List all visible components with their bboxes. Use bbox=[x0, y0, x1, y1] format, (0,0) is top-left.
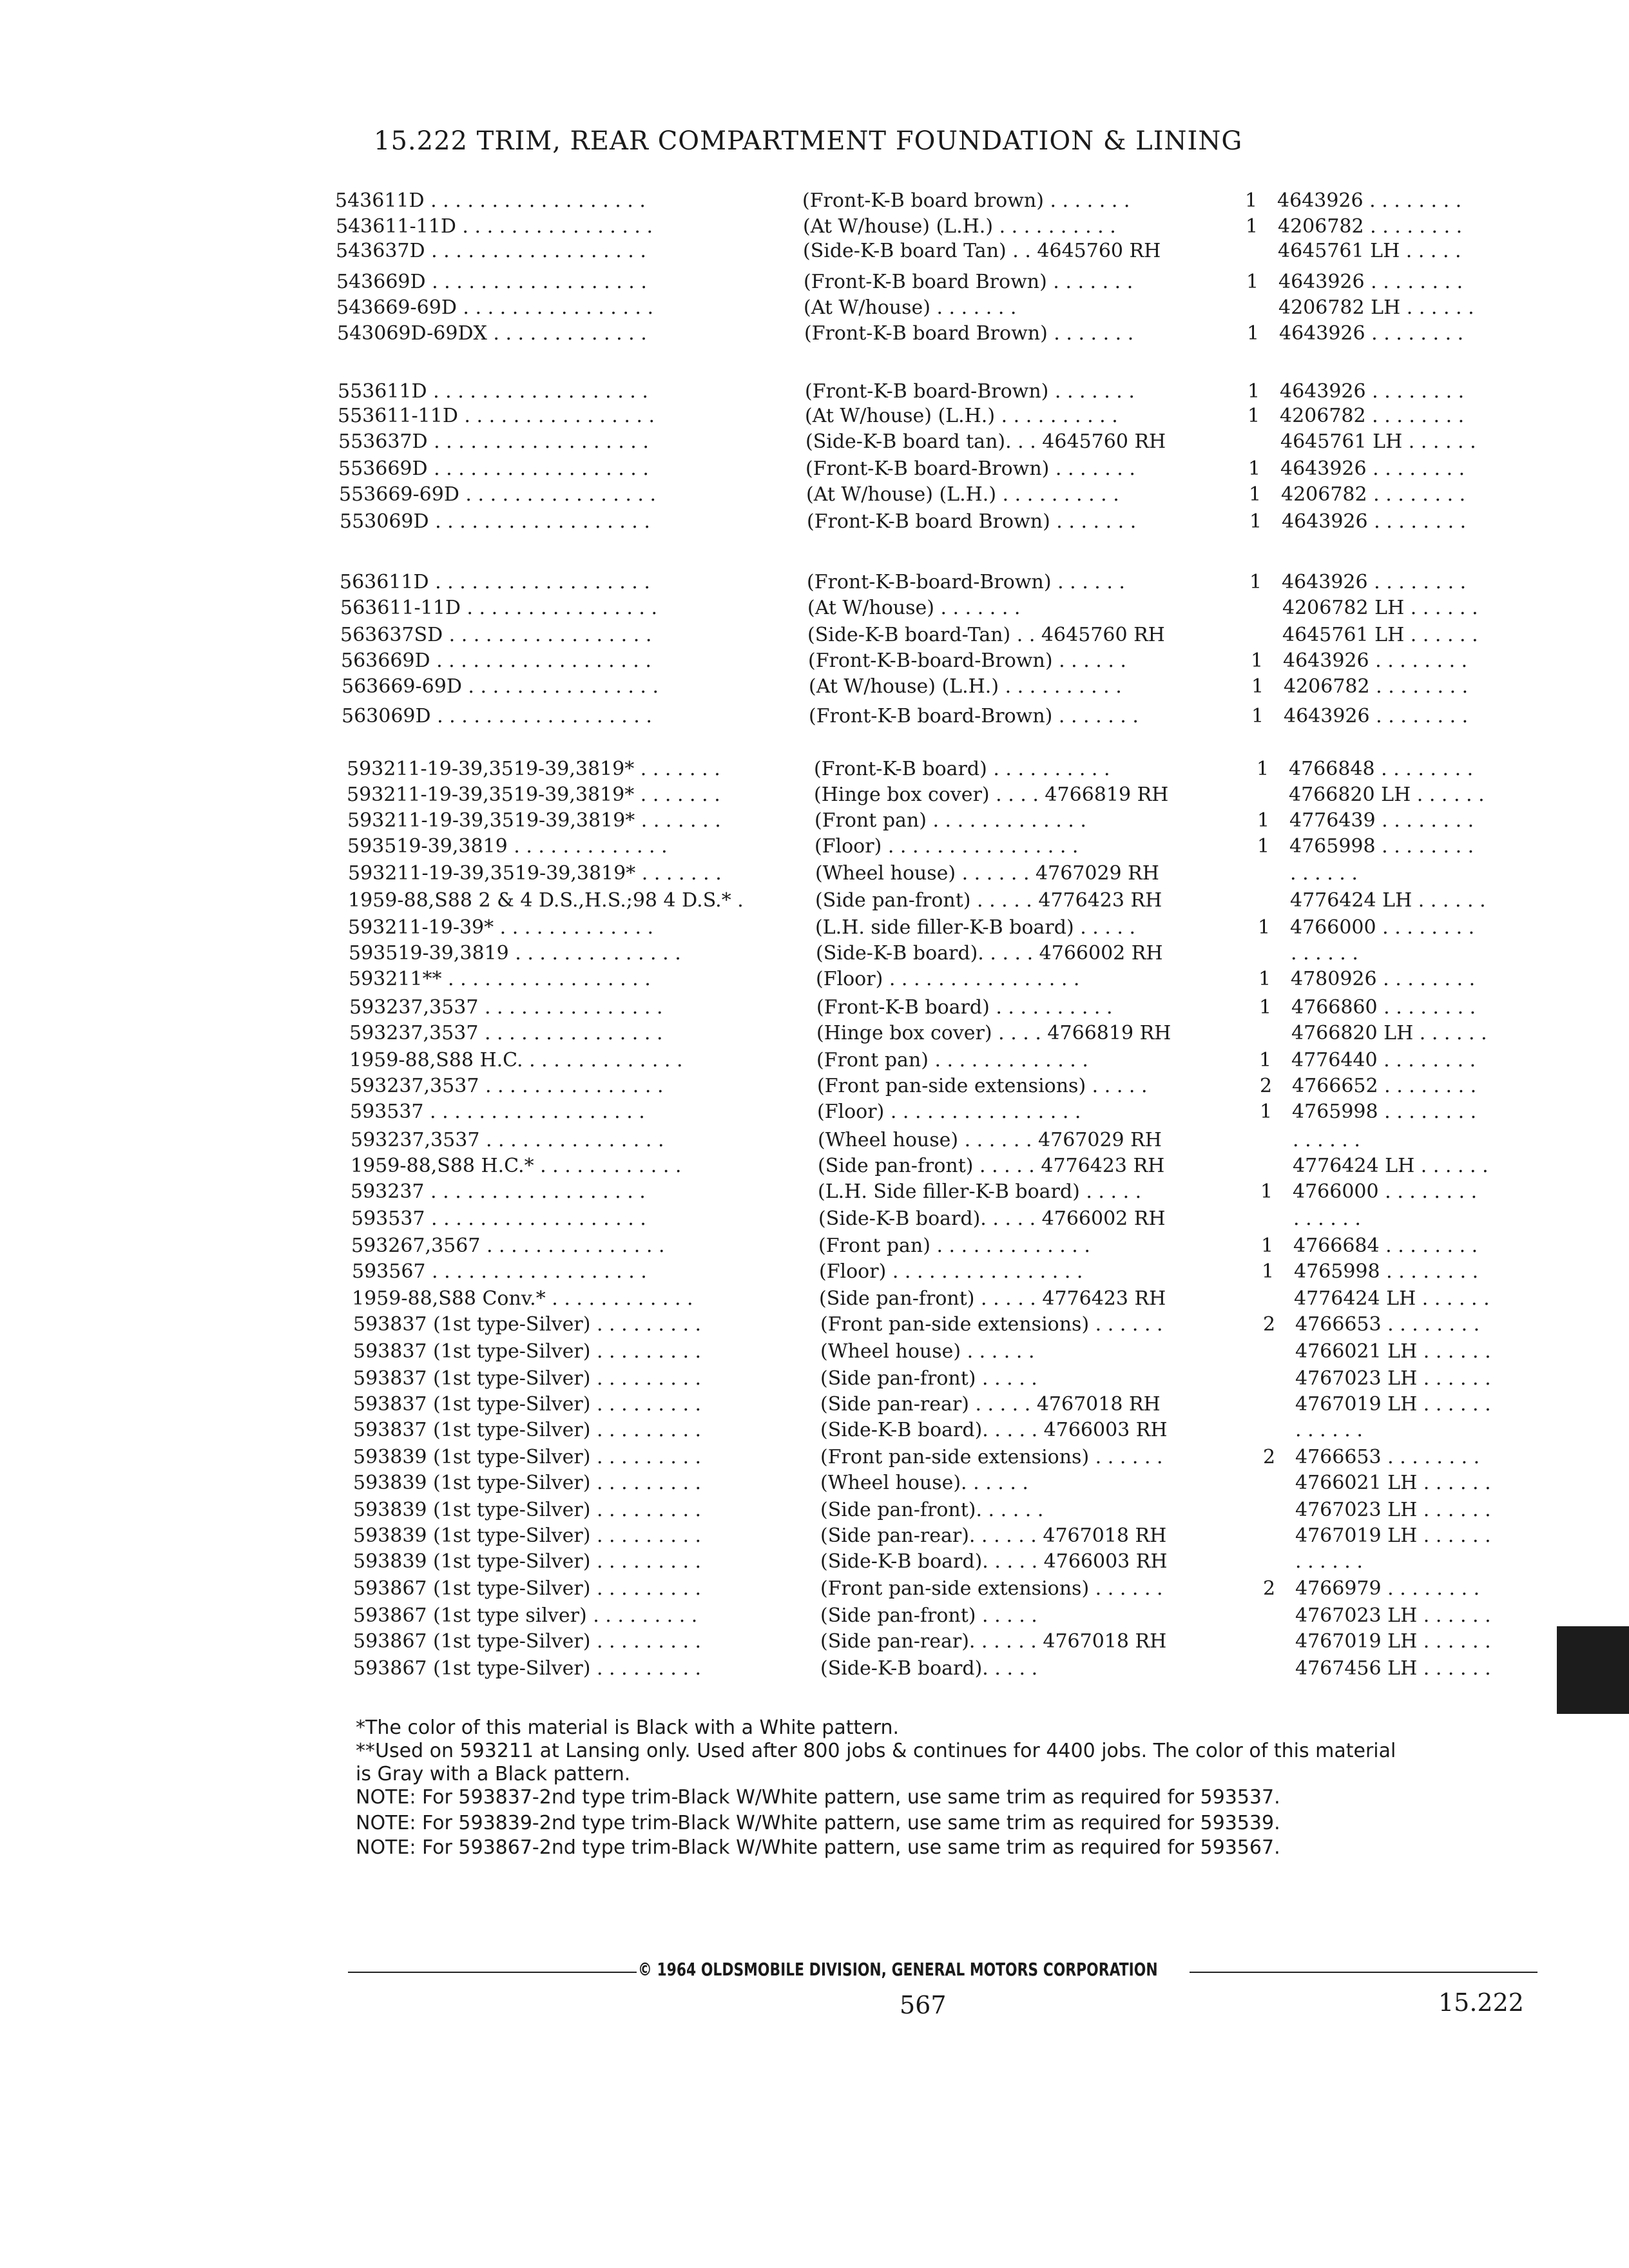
part-number: 4643926 . . . . . . . . bbox=[1277, 189, 1462, 212]
part-number: 4766979 . . . . . . . . bbox=[1295, 1577, 1480, 1600]
model-number: 593567 . . . . . . . . . . . . . . . . . . bbox=[352, 1260, 647, 1283]
part-description: (Front pan) . . . . . . . . . . . . . bbox=[818, 1235, 1090, 1257]
model-number: 1959-88,S88 H.C.* . . . . . . . . . . . . bbox=[351, 1155, 682, 1177]
model-number: 593237,3537 . . . . . . . . . . . . . . . bbox=[349, 1022, 663, 1044]
part-description: (Front pan-side extensions) . . . . . . bbox=[820, 1446, 1163, 1468]
part-number: 4643926 . . . . . . . . bbox=[1279, 322, 1464, 345]
part-description: (Side pan-front) . . . . . 4776423 RH bbox=[818, 1155, 1165, 1177]
model-number: 563669-69D . . . . . . . . . . . . . . . . bbox=[342, 675, 659, 698]
model-number: 543669-69D . . . . . . . . . . . . . . . . bbox=[336, 296, 654, 319]
part-number: 4766653 . . . . . . . . bbox=[1295, 1313, 1480, 1336]
part-number: 4766653 . . . . . . . . bbox=[1295, 1446, 1480, 1468]
part-number: 4776424 LH . . . . . . bbox=[1290, 889, 1486, 912]
model-number: 593867 (1st type-Silver) . . . . . . . . . bbox=[353, 1657, 702, 1680]
model-number: 543069D-69DX . . . . . . . . . . . . . bbox=[337, 322, 647, 345]
part-description: (Floor) . . . . . . . . . . . . . . . . bbox=[817, 1100, 1081, 1123]
model-number: 553669D . . . . . . . . . . . . . . . . . . bbox=[338, 457, 649, 480]
quantity: 1 bbox=[1261, 1235, 1274, 1257]
model-number: 593839 (1st type-Silver) . . . . . . . . . bbox=[353, 1550, 702, 1573]
part-description: (Side-K-B board-Tan) . . 4645760 RH bbox=[807, 624, 1165, 646]
part-description: (Front pan-side extensions) . . . . . bbox=[817, 1075, 1148, 1097]
part-number: 4776440 . . . . . . . . bbox=[1291, 1049, 1476, 1072]
section-number: 15.222 bbox=[1438, 1988, 1524, 2017]
model-number: 1959-88,S88 2 & 4 D.S.,H.S.;98 4 D.S.* . bbox=[348, 889, 744, 912]
part-description: (Wheel house) . . . . . . 4767029 RH bbox=[818, 1129, 1162, 1151]
part-number: . . . . . . bbox=[1293, 1207, 1361, 1230]
model-number: 563069D . . . . . . . . . . . . . . . . . . bbox=[342, 705, 652, 727]
part-number: 4766000 . . . . . . . . bbox=[1290, 916, 1475, 939]
model-number: 593839 (1st type-Silver) . . . . . . . . . bbox=[353, 1499, 702, 1521]
model-number: 593867 (1st type silver) . . . . . . . . . bbox=[353, 1604, 698, 1627]
quantity: 1 bbox=[1251, 675, 1264, 698]
part-description: (Wheel house) . . . . . . bbox=[820, 1340, 1035, 1363]
part-description: (Front-K-B board brown) . . . . . . . bbox=[802, 189, 1130, 212]
part-description: (Side pan-front). . . . . . bbox=[820, 1499, 1044, 1521]
part-number: . . . . . . bbox=[1291, 942, 1358, 965]
quantity: 1 bbox=[1249, 483, 1262, 506]
footnote-line: *The color of this material is Black with a White pattern. bbox=[356, 1716, 900, 1739]
model-number: 593837 (1st type-Silver) . . . . . . . . . bbox=[353, 1393, 702, 1416]
model-number: 563637SD . . . . . . . . . . . . . . . . . bbox=[340, 624, 652, 646]
model-number: 593837 (1st type-Silver) . . . . . . . . . bbox=[353, 1340, 702, 1363]
part-number: 4766021 LH . . . . . . bbox=[1295, 1340, 1491, 1363]
quantity: 1 bbox=[1249, 510, 1262, 533]
part-description: (Hinge box cover) . . . . 4766819 RH bbox=[814, 783, 1169, 806]
part-description: (At W/house) (L.H.) . . . . . . . . . . bbox=[803, 215, 1116, 238]
model-number: 553637D . . . . . . . . . . . . . . . . . . bbox=[338, 430, 649, 453]
part-description: (Side-K-B board tan). . . 4645760 RH bbox=[805, 430, 1166, 453]
footnote-line: NOTE: For 593837-2nd type trim-Black W/White pattern, use same trim as required for 593537. bbox=[356, 1786, 1280, 1809]
part-description: (Front-K-B-board-Brown) . . . . . . bbox=[808, 649, 1126, 672]
part-number: 4766652 . . . . . . . . bbox=[1292, 1075, 1477, 1097]
footer-rule-right bbox=[1190, 1972, 1537, 1973]
part-number: 4206782 LH . . . . . . bbox=[1282, 597, 1478, 619]
model-number: 593237,3537 . . . . . . . . . . . . . . . bbox=[350, 1075, 664, 1097]
part-number: 4766684 . . . . . . . . bbox=[1293, 1235, 1478, 1257]
part-number: 4645761 LH . . . . . . bbox=[1282, 624, 1478, 646]
part-description: (Side-K-B board). . . . . bbox=[820, 1657, 1038, 1680]
part-number: 4767023 LH . . . . . . bbox=[1295, 1367, 1491, 1390]
model-number: 563611-11D . . . . . . . . . . . . . . . . bbox=[340, 597, 658, 619]
part-description: (Front-K-B board) . . . . . . . . . . bbox=[814, 758, 1110, 780]
model-number: 593839 (1st type-Silver) . . . . . . . . . bbox=[353, 1524, 702, 1547]
model-number: 593837 (1st type-Silver) . . . . . . . . . bbox=[353, 1367, 702, 1390]
part-number: 4767019 LH . . . . . . bbox=[1295, 1630, 1491, 1653]
quantity: 2 bbox=[1263, 1446, 1276, 1468]
part-description: (Front-K-B board-Brown) . . . . . . . bbox=[805, 457, 1135, 480]
model-number: 593839 (1st type-Silver) . . . . . . . . . bbox=[353, 1472, 702, 1494]
model-number: 593237 . . . . . . . . . . . . . . . . . . bbox=[351, 1180, 646, 1203]
model-number: 593267,3567 . . . . . . . . . . . . . . . bbox=[351, 1235, 665, 1257]
part-description: (Front-K-B board Brown) . . . . . . . bbox=[807, 510, 1137, 533]
model-number: 553669-69D . . . . . . . . . . . . . . . . bbox=[339, 483, 657, 506]
part-description: (Side-K-B board). . . . . 4766003 RH bbox=[820, 1550, 1168, 1573]
part-description: (At W/house) (L.H.) . . . . . . . . . . bbox=[806, 483, 1119, 506]
part-description: (Wheel house). . . . . . bbox=[820, 1472, 1028, 1494]
model-number: 543611-11D . . . . . . . . . . . . . . . . bbox=[336, 215, 653, 238]
model-number: 553611-11D . . . . . . . . . . . . . . . . bbox=[338, 405, 655, 427]
model-number: 593837 (1st type-Silver) . . . . . . . . . bbox=[353, 1313, 702, 1336]
model-number: 593237,3537 . . . . . . . . . . . . . . . bbox=[351, 1129, 664, 1151]
part-number: 4767023 LH . . . . . . bbox=[1295, 1499, 1491, 1521]
part-number: 4776439 . . . . . . . . bbox=[1289, 809, 1474, 832]
part-number: 4206782 . . . . . . . . bbox=[1280, 405, 1465, 427]
quantity: 1 bbox=[1246, 271, 1259, 293]
model-number: 553611D . . . . . . . . . . . . . . . . . . bbox=[338, 380, 648, 403]
footnote-line: is Gray with a Black pattern. bbox=[356, 1763, 631, 1785]
part-number: . . . . . . bbox=[1293, 1129, 1360, 1151]
model-number: 593519-39,3819 . . . . . . . . . . . . . . bbox=[349, 942, 681, 965]
part-number: 4766848 . . . . . . . . bbox=[1289, 758, 1474, 780]
part-description: (Side pan-front) . . . . . 4776423 RH bbox=[819, 1287, 1166, 1310]
footnote-line: NOTE: For 593839-2nd type trim-Black W/White pattern, use same trim as required for 593539. bbox=[356, 1812, 1280, 1834]
quantity: 1 bbox=[1258, 968, 1271, 990]
part-number: 4206782 . . . . . . . . bbox=[1278, 215, 1463, 238]
model-number: 563669D . . . . . . . . . . . . . . . . . . bbox=[341, 649, 651, 672]
quantity: 2 bbox=[1263, 1313, 1276, 1336]
model-number: 593211-19-39,3519-39,3819* . . . . . . . bbox=[348, 862, 722, 885]
quantity: 2 bbox=[1263, 1577, 1276, 1600]
part-description: (Side-K-B board). . . . . 4766002 RH bbox=[818, 1207, 1166, 1230]
model-number: 543611D . . . . . . . . . . . . . . . . . . bbox=[335, 189, 646, 212]
model-number: 593211-19-39,3519-39,3819* . . . . . . . bbox=[347, 783, 720, 806]
part-number: 4643926 . . . . . . . . bbox=[1284, 705, 1469, 727]
footer-rule-left bbox=[348, 1972, 637, 1973]
quantity: 1 bbox=[1247, 322, 1260, 345]
quantity: 1 bbox=[1245, 189, 1258, 212]
part-description: (At W/house) (L.H.) . . . . . . . . . . bbox=[809, 675, 1122, 698]
part-description: (Front-K-B board-Brown) . . . . . . . bbox=[809, 705, 1139, 727]
part-number: 4766820 LH . . . . . . bbox=[1289, 783, 1485, 806]
model-number: 593211-19-39* . . . . . . . . . . . . . bbox=[348, 916, 654, 939]
model-number: 593867 (1st type-Silver) . . . . . . . . . bbox=[353, 1577, 702, 1600]
quantity: 1 bbox=[1246, 215, 1258, 238]
quantity: 1 bbox=[1260, 1100, 1273, 1123]
part-description: (Side pan-front) . . . . . bbox=[820, 1367, 1037, 1390]
quantity: 1 bbox=[1249, 571, 1262, 593]
page-title: 15.222 TRIM, REAR COMPARTMENT FOUNDATION & LINING bbox=[374, 126, 1243, 156]
part-description: (Wheel house) . . . . . . 4767029 RH bbox=[815, 862, 1159, 885]
model-number: 593237,3537 . . . . . . . . . . . . . . . bbox=[349, 996, 663, 1019]
part-description: (At W/house) . . . . . . . bbox=[804, 296, 1017, 319]
part-description: (Side pan-rear). . . . . . 4767018 RH bbox=[820, 1630, 1167, 1653]
part-number: 4765998 . . . . . . . . bbox=[1289, 835, 1474, 858]
model-number: 593537 . . . . . . . . . . . . . . . . . . bbox=[351, 1207, 646, 1230]
part-description: (Front-K-B-board-Brown) . . . . . . bbox=[807, 571, 1125, 593]
part-number: 4766860 . . . . . . . . bbox=[1291, 996, 1476, 1019]
part-description: (Side-K-B board). . . . . 4766003 RH bbox=[820, 1419, 1168, 1441]
part-description: (Floor) . . . . . . . . . . . . . . . . bbox=[819, 1260, 1083, 1283]
model-number: 553069D . . . . . . . . . . . . . . . . . . bbox=[340, 510, 650, 533]
part-description: (Front pan) . . . . . . . . . . . . . bbox=[816, 1049, 1088, 1072]
quantity: 1 bbox=[1251, 705, 1264, 727]
part-description: (Front-K-B board-Brown) . . . . . . . bbox=[805, 380, 1135, 403]
model-number: 593519-39,3819 . . . . . . . . . . . . . bbox=[347, 835, 668, 858]
model-number: 563611D . . . . . . . . . . . . . . . . . . bbox=[340, 571, 650, 593]
part-description: (Side-K-B board Tan) . . 4645760 RH bbox=[803, 240, 1161, 262]
quantity: 2 bbox=[1260, 1075, 1273, 1097]
model-number: 593537 . . . . . . . . . . . . . . . . . . bbox=[350, 1100, 645, 1123]
part-number: 4206782 LH . . . . . . bbox=[1278, 296, 1474, 319]
part-number: 4643926 . . . . . . . . bbox=[1278, 271, 1463, 293]
edge-index-tab bbox=[1557, 1626, 1629, 1714]
part-description: (Floor) . . . . . . . . . . . . . . . . bbox=[816, 968, 1080, 990]
part-number: 4766820 LH . . . . . . bbox=[1291, 1022, 1487, 1044]
part-description: (L.H. Side filler-K-B board) . . . . . bbox=[818, 1180, 1142, 1203]
part-number: . . . . . . bbox=[1290, 862, 1358, 885]
part-description: (Front pan-side extensions) . . . . . . bbox=[820, 1313, 1163, 1336]
part-description: (Floor) . . . . . . . . . . . . . . . . bbox=[815, 835, 1079, 858]
part-number: 4776424 LH . . . . . . bbox=[1293, 1155, 1489, 1177]
quantity: 1 bbox=[1259, 996, 1272, 1019]
model-number: 543637D . . . . . . . . . . . . . . . . . . bbox=[336, 240, 646, 262]
footnote-line: NOTE: For 593867-2nd type trim-Black W/White pattern, use same trim as required for 593567. bbox=[356, 1836, 1280, 1859]
part-description: (Side-K-B board). . . . . 4766002 RH bbox=[816, 942, 1163, 965]
part-description: (Front pan) . . . . . . . . . . . . . bbox=[815, 809, 1086, 832]
part-number: 4767019 LH . . . . . . bbox=[1295, 1393, 1491, 1416]
part-number: 4643926 . . . . . . . . bbox=[1280, 457, 1465, 480]
part-number: 4645761 LH . . . . . bbox=[1278, 240, 1461, 262]
part-number: 4767456 LH . . . . . . bbox=[1295, 1657, 1491, 1680]
model-number: 543669D . . . . . . . . . . . . . . . . . . bbox=[336, 271, 647, 293]
part-description: (Side pan-rear). . . . . . 4767018 RH bbox=[820, 1524, 1167, 1547]
part-number: 4767023 LH . . . . . . bbox=[1295, 1604, 1491, 1627]
model-number: 1959-88,S88 H.C. . . . . . . . . . . . . . bbox=[349, 1049, 683, 1072]
model-number: 593211** . . . . . . . . . . . . . . . . . bbox=[349, 968, 651, 990]
part-description: (Front-K-B board Brown) . . . . . . . bbox=[804, 322, 1134, 345]
model-number: 1959-88,S88 Conv.* . . . . . . . . . . . . bbox=[352, 1287, 693, 1310]
part-number: 4206782 . . . . . . . . bbox=[1281, 483, 1466, 506]
part-number: 4767019 LH . . . . . . bbox=[1295, 1524, 1491, 1547]
model-number: 593211-19-39,3519-39,3819* . . . . . . . bbox=[347, 809, 721, 832]
part-description: (Front-K-B board) . . . . . . . . . . bbox=[816, 996, 1113, 1019]
footnote-line: **Used on 593211 at Lansing only. Used after 800 jobs & continues for 4400 jobs. The color of this material bbox=[356, 1740, 1396, 1762]
part-description: (Side pan-front) . . . . . bbox=[820, 1604, 1037, 1627]
quantity: 1 bbox=[1248, 405, 1260, 427]
model-number: 593867 (1st type-Silver) . . . . . . . . . bbox=[353, 1630, 702, 1653]
part-description: (At W/house) (L.H.) . . . . . . . . . . bbox=[805, 405, 1118, 427]
quantity: 1 bbox=[1257, 809, 1270, 832]
page-number: 567 bbox=[900, 1991, 947, 2019]
part-description: (Front-K-B board Brown) . . . . . . . bbox=[804, 271, 1133, 293]
part-number: 4645761 LH . . . . . . bbox=[1280, 430, 1476, 453]
part-number: . . . . . . bbox=[1295, 1419, 1363, 1441]
part-number: 4643926 . . . . . . . . bbox=[1282, 571, 1467, 593]
quantity: 1 bbox=[1259, 1049, 1272, 1072]
part-number: 4766021 LH . . . . . . bbox=[1295, 1472, 1491, 1494]
part-number: 4643926 . . . . . . . . bbox=[1280, 380, 1465, 403]
model-number: 593837 (1st type-Silver) . . . . . . . . . bbox=[353, 1419, 702, 1441]
part-number: 4643926 . . . . . . . . bbox=[1283, 649, 1468, 672]
quantity: 1 bbox=[1257, 835, 1270, 858]
model-number: 593839 (1st type-Silver) . . . . . . . . . bbox=[353, 1446, 702, 1468]
part-description: (L.H. side filler-K-B board) . . . . . bbox=[815, 916, 1136, 939]
quantity: 1 bbox=[1258, 916, 1271, 939]
quantity: 1 bbox=[1251, 649, 1264, 672]
part-number: 4766000 . . . . . . . . bbox=[1293, 1180, 1478, 1203]
quantity: 1 bbox=[1262, 1260, 1275, 1283]
part-number: 4643926 . . . . . . . . bbox=[1282, 510, 1467, 533]
part-number: 4776424 LH . . . . . . bbox=[1294, 1287, 1490, 1310]
part-number: 4765998 . . . . . . . . bbox=[1294, 1260, 1479, 1283]
part-number: 4206782 . . . . . . . . bbox=[1284, 675, 1469, 698]
quantity: 1 bbox=[1248, 457, 1261, 480]
part-description: (Hinge box cover) . . . . 4766819 RH bbox=[816, 1022, 1171, 1044]
model-number: 593211-19-39,3519-39,3819* . . . . . . . bbox=[347, 758, 720, 780]
part-number: 4780926 . . . . . . . . bbox=[1291, 968, 1476, 990]
part-description: (Side pan-front) . . . . . 4776423 RH bbox=[815, 889, 1162, 912]
copyright-notice: © 1964 OLDSMOBILE DIVISION, GENERAL MOTORS CORPORATION bbox=[638, 1959, 1158, 1980]
part-description: (Front pan-side extensions) . . . . . . bbox=[820, 1577, 1163, 1600]
part-number: . . . . . . bbox=[1295, 1550, 1363, 1573]
quantity: 1 bbox=[1260, 1180, 1273, 1203]
part-number: 4765998 . . . . . . . . bbox=[1292, 1100, 1477, 1123]
quantity: 1 bbox=[1257, 758, 1269, 780]
part-description: (Side pan-rear) . . . . . 4767018 RH bbox=[820, 1393, 1161, 1416]
part-description: (At W/house) . . . . . . . bbox=[807, 597, 1021, 619]
quantity: 1 bbox=[1248, 380, 1260, 403]
